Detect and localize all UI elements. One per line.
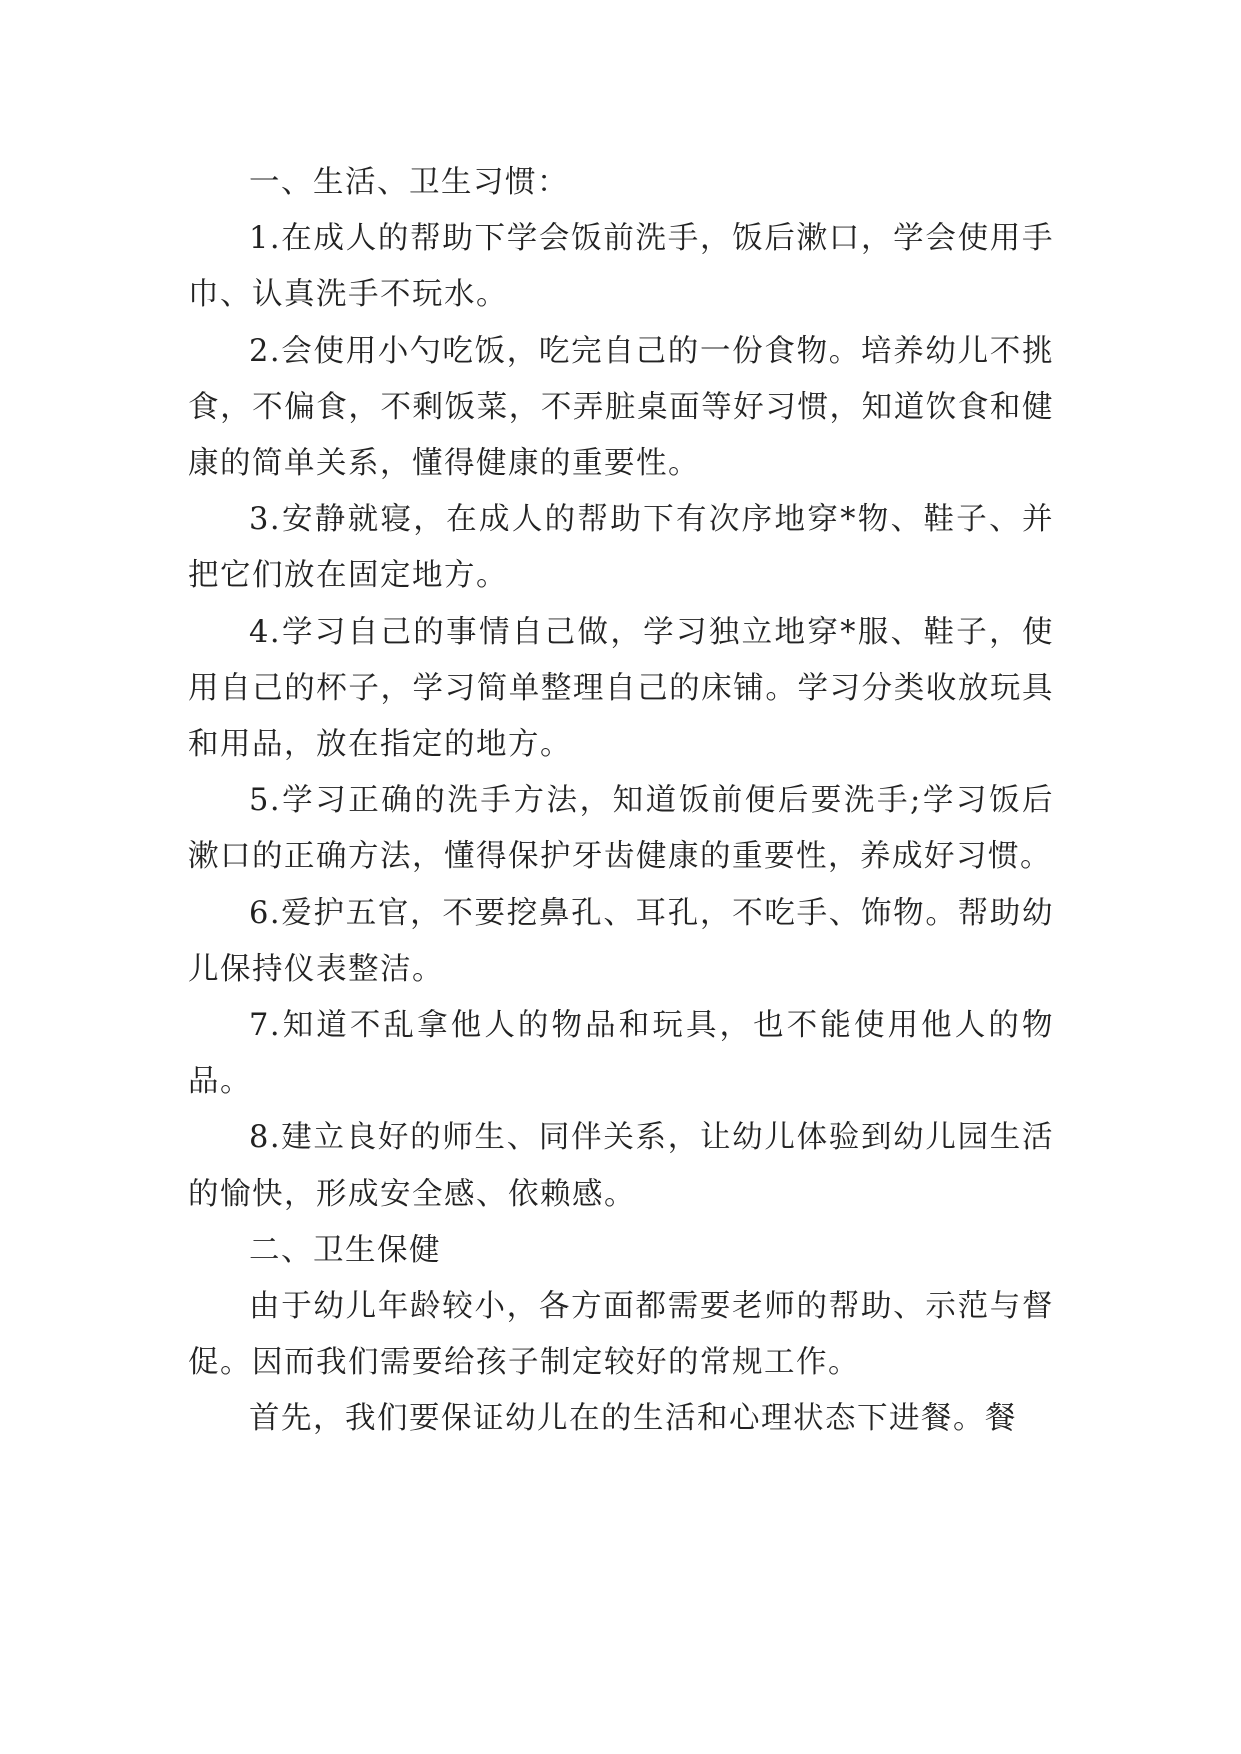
paragraph-item-5: 5.学习正确的洗手方法，知道饭前便后要洗手;学习饭后漱口的正确方法，懂得保护牙齿健康的重要性，养成好习惯。 bbox=[188, 783, 1054, 875]
paragraph-item-6: 6.爱护五官，不要挖鼻孔、耳孔，不吃手、饰物。帮助幼儿保持仪表整洁。 bbox=[188, 895, 1054, 987]
paragraph-item-1: 1.在成人的帮助下学会饭前洗手，饭后漱口，学会使用手巾、认真洗手不玩水。 bbox=[188, 221, 1054, 313]
paragraph-item-8: 8.建立良好的师生、同伴关系，让幼儿体验到幼儿园生活的愉快，形成安全感、依赖感。 bbox=[188, 1120, 1054, 1212]
paragraph-intro: 由于幼儿年龄较小，各方面都需要老师的帮助、示范与督促。因而我们需要给孩子制定较好的常规工作。 bbox=[188, 1289, 1054, 1381]
section-heading-health-care: 二、卫生保健 bbox=[249, 1232, 441, 1268]
paragraph-item-2: 2.会使用小勺吃饭，吃完自己的一份食物。培养幼儿不挑食，不偏食，不剩饭菜，不弄脏桌面等好习惯，知道饮食和健康的简单关系，懂得健康的重要性。 bbox=[188, 333, 1054, 482]
document-body bbox=[188, 155, 1054, 1448]
paragraph-item-3: 3.安静就寝，在成人的帮助下有次序地穿*物、鞋子、并把它们放在固定地方。 bbox=[188, 502, 1054, 594]
paragraph-first: 首先，我们要保证幼儿在的生活和心理状态下进餐。餐 bbox=[249, 1401, 1017, 1437]
paragraph-item-7: 7.知道不乱拿他人的物品和玩具，也不能使用他人的物品。 bbox=[188, 1008, 1054, 1100]
paragraph-item-4: 4.学习自己的事情自己做，学习独立地穿*服、鞋子，使用自己的杯子，学习简单整理自己的床铺。学习分类收放玩具和用品，放在指定的地方。 bbox=[188, 614, 1054, 763]
section-heading-habits: 一、生活、卫生习惯： bbox=[249, 165, 569, 200]
